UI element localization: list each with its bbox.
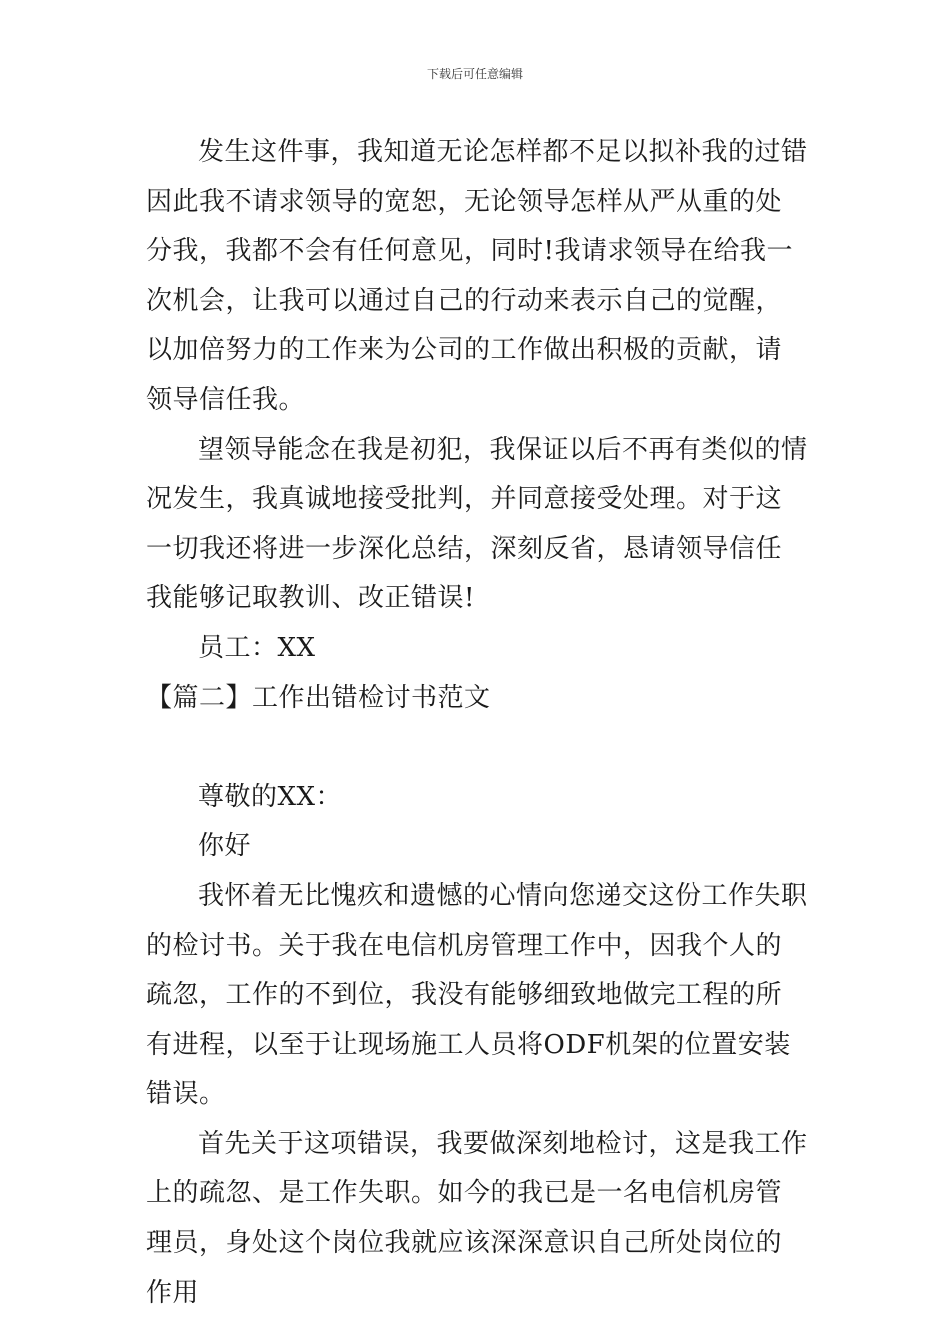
- header-note: 下载后可任意编辑: [426, 67, 523, 81]
- section-title: 【篇二】工作出错检讨书范文: [146, 682, 491, 713]
- paragraph: 首先关于这项错误，我要做深刻地检讨，这是我工作上的疏忽、是工作失职。如今的我已是一名电信机房管理员，身处这个岗位我就应该深深意识自己所处岗位的作用: [146, 1128, 808, 1308]
- salutation: 尊敬的XX：: [198, 781, 343, 812]
- blank-line: [146, 723, 808, 773]
- greeting: 你好: [198, 831, 252, 862]
- signature-line: 员工：XX: [198, 632, 316, 663]
- paragraph: 望领导能念在我是初犯，我保证以后不再有类似的情况发生，我真诚地接受批判，并同意接受处理。对于这一切我还将进一步深化总结，深刻反省，恳请领导信任我能够记取教训、改正错误!: [146, 434, 808, 614]
- paragraph: 发生这件事，我知道无论怎样都不足以拟补我的过错因此我不请求领导的宽恕，无论领导怎样从严从重的处分我，我都不会有任何意见，同时!我请求领导在给我一次机会，让我可以通过自己的行动来表示自己的觉醒，以加倍努力的工作来为公司的工作做出积极的贡献，请领导信任我。: [146, 137, 808, 415]
- paragraph: 我怀着无比愧疚和遗憾的心情向您递交这份工作失职的检讨书。关于我在电信机房管理工作中，因我个人的疏忽，工作的不到位，我没有能够细致地做完工程的所有进程，以至于让现场施工人员将ODF机架的位置安装错误。: [146, 880, 808, 1110]
- document-body: [146, 128, 808, 1318]
